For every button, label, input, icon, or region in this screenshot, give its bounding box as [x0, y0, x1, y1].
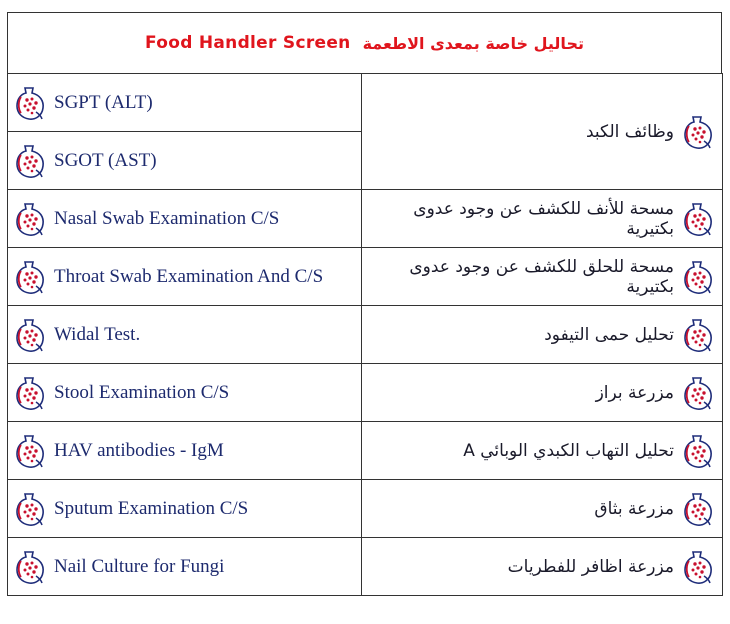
test-cell — [8, 248, 362, 306]
flask-icon — [12, 143, 48, 179]
test-cell — [8, 190, 362, 248]
test-name: Nail Culture for Fungi — [54, 555, 225, 577]
flask-icon — [680, 375, 716, 411]
description-cell — [362, 422, 723, 480]
flask-icon — [12, 85, 48, 121]
test-name: Sputum Examination C/S — [54, 497, 249, 519]
table-title — [7, 12, 722, 74]
table-row — [8, 480, 723, 538]
flask-icon — [12, 375, 48, 411]
test-cell — [8, 538, 362, 596]
test-cell — [8, 364, 362, 422]
test-description: تحليل حمى التيفود — [544, 324, 674, 345]
description-cell — [362, 248, 723, 306]
table-row — [8, 190, 723, 248]
description-cell — [362, 480, 723, 538]
description-cell — [362, 538, 723, 596]
test-description: تحليل التهاب الكبدي الوبائي A — [463, 440, 674, 461]
flask-icon — [680, 549, 716, 585]
flask-icon — [680, 259, 716, 295]
test-description: مزرعة براز — [595, 382, 674, 403]
table-row — [8, 538, 723, 596]
tests-grid — [7, 73, 723, 596]
test-description: مسحة للأنف للكشف عن وجود عدوى بكتيرية — [413, 198, 674, 239]
test-name: SGOT (AST) — [54, 149, 157, 171]
test-description: وظائف الكبد — [586, 121, 674, 142]
flask-icon — [12, 491, 48, 527]
food-handler-table — [7, 12, 723, 607]
test-name: Widal Test. — [54, 323, 141, 345]
description-cell — [362, 364, 723, 422]
table-row — [8, 248, 723, 306]
test-cell — [8, 422, 362, 480]
test-name: Stool Examination C/S — [54, 381, 230, 403]
flask-icon — [680, 433, 716, 469]
flask-icon — [12, 549, 48, 585]
test-cell — [8, 306, 362, 364]
title-english: Food Handler Screen — [145, 33, 351, 53]
test-name: Throat Swab Examination And C/S — [54, 265, 324, 287]
test-cell — [8, 480, 362, 538]
table-row — [8, 422, 723, 480]
description-cell — [362, 306, 723, 364]
test-description: مسحة للحلق للكشف عن وجود عدوى بكتيرية — [409, 256, 674, 297]
flask-icon — [680, 201, 716, 237]
flask-icon — [680, 114, 716, 150]
flask-icon — [12, 433, 48, 469]
test-description: مزرعة اظافر للفطريات — [507, 556, 674, 577]
description-cell — [362, 190, 723, 248]
flask-icon — [12, 317, 48, 353]
flask-icon — [12, 201, 48, 237]
flask-icon — [680, 317, 716, 353]
test-description: مزرعة بثاق — [594, 498, 674, 519]
flask-icon — [12, 259, 48, 295]
test-cell — [8, 132, 362, 190]
test-cell — [8, 74, 362, 132]
table-row — [8, 306, 723, 364]
table-row — [8, 74, 723, 132]
test-name: HAV antibodies - IgM — [54, 439, 224, 461]
flask-icon — [680, 491, 716, 527]
title-arabic: تحاليل خاصة بمعدى الاطعمة — [362, 33, 584, 53]
table-row — [8, 364, 723, 422]
test-name: Nasal Swab Examination C/S — [54, 207, 280, 229]
description-cell — [362, 74, 723, 190]
test-name: SGPT (ALT) — [54, 91, 153, 113]
